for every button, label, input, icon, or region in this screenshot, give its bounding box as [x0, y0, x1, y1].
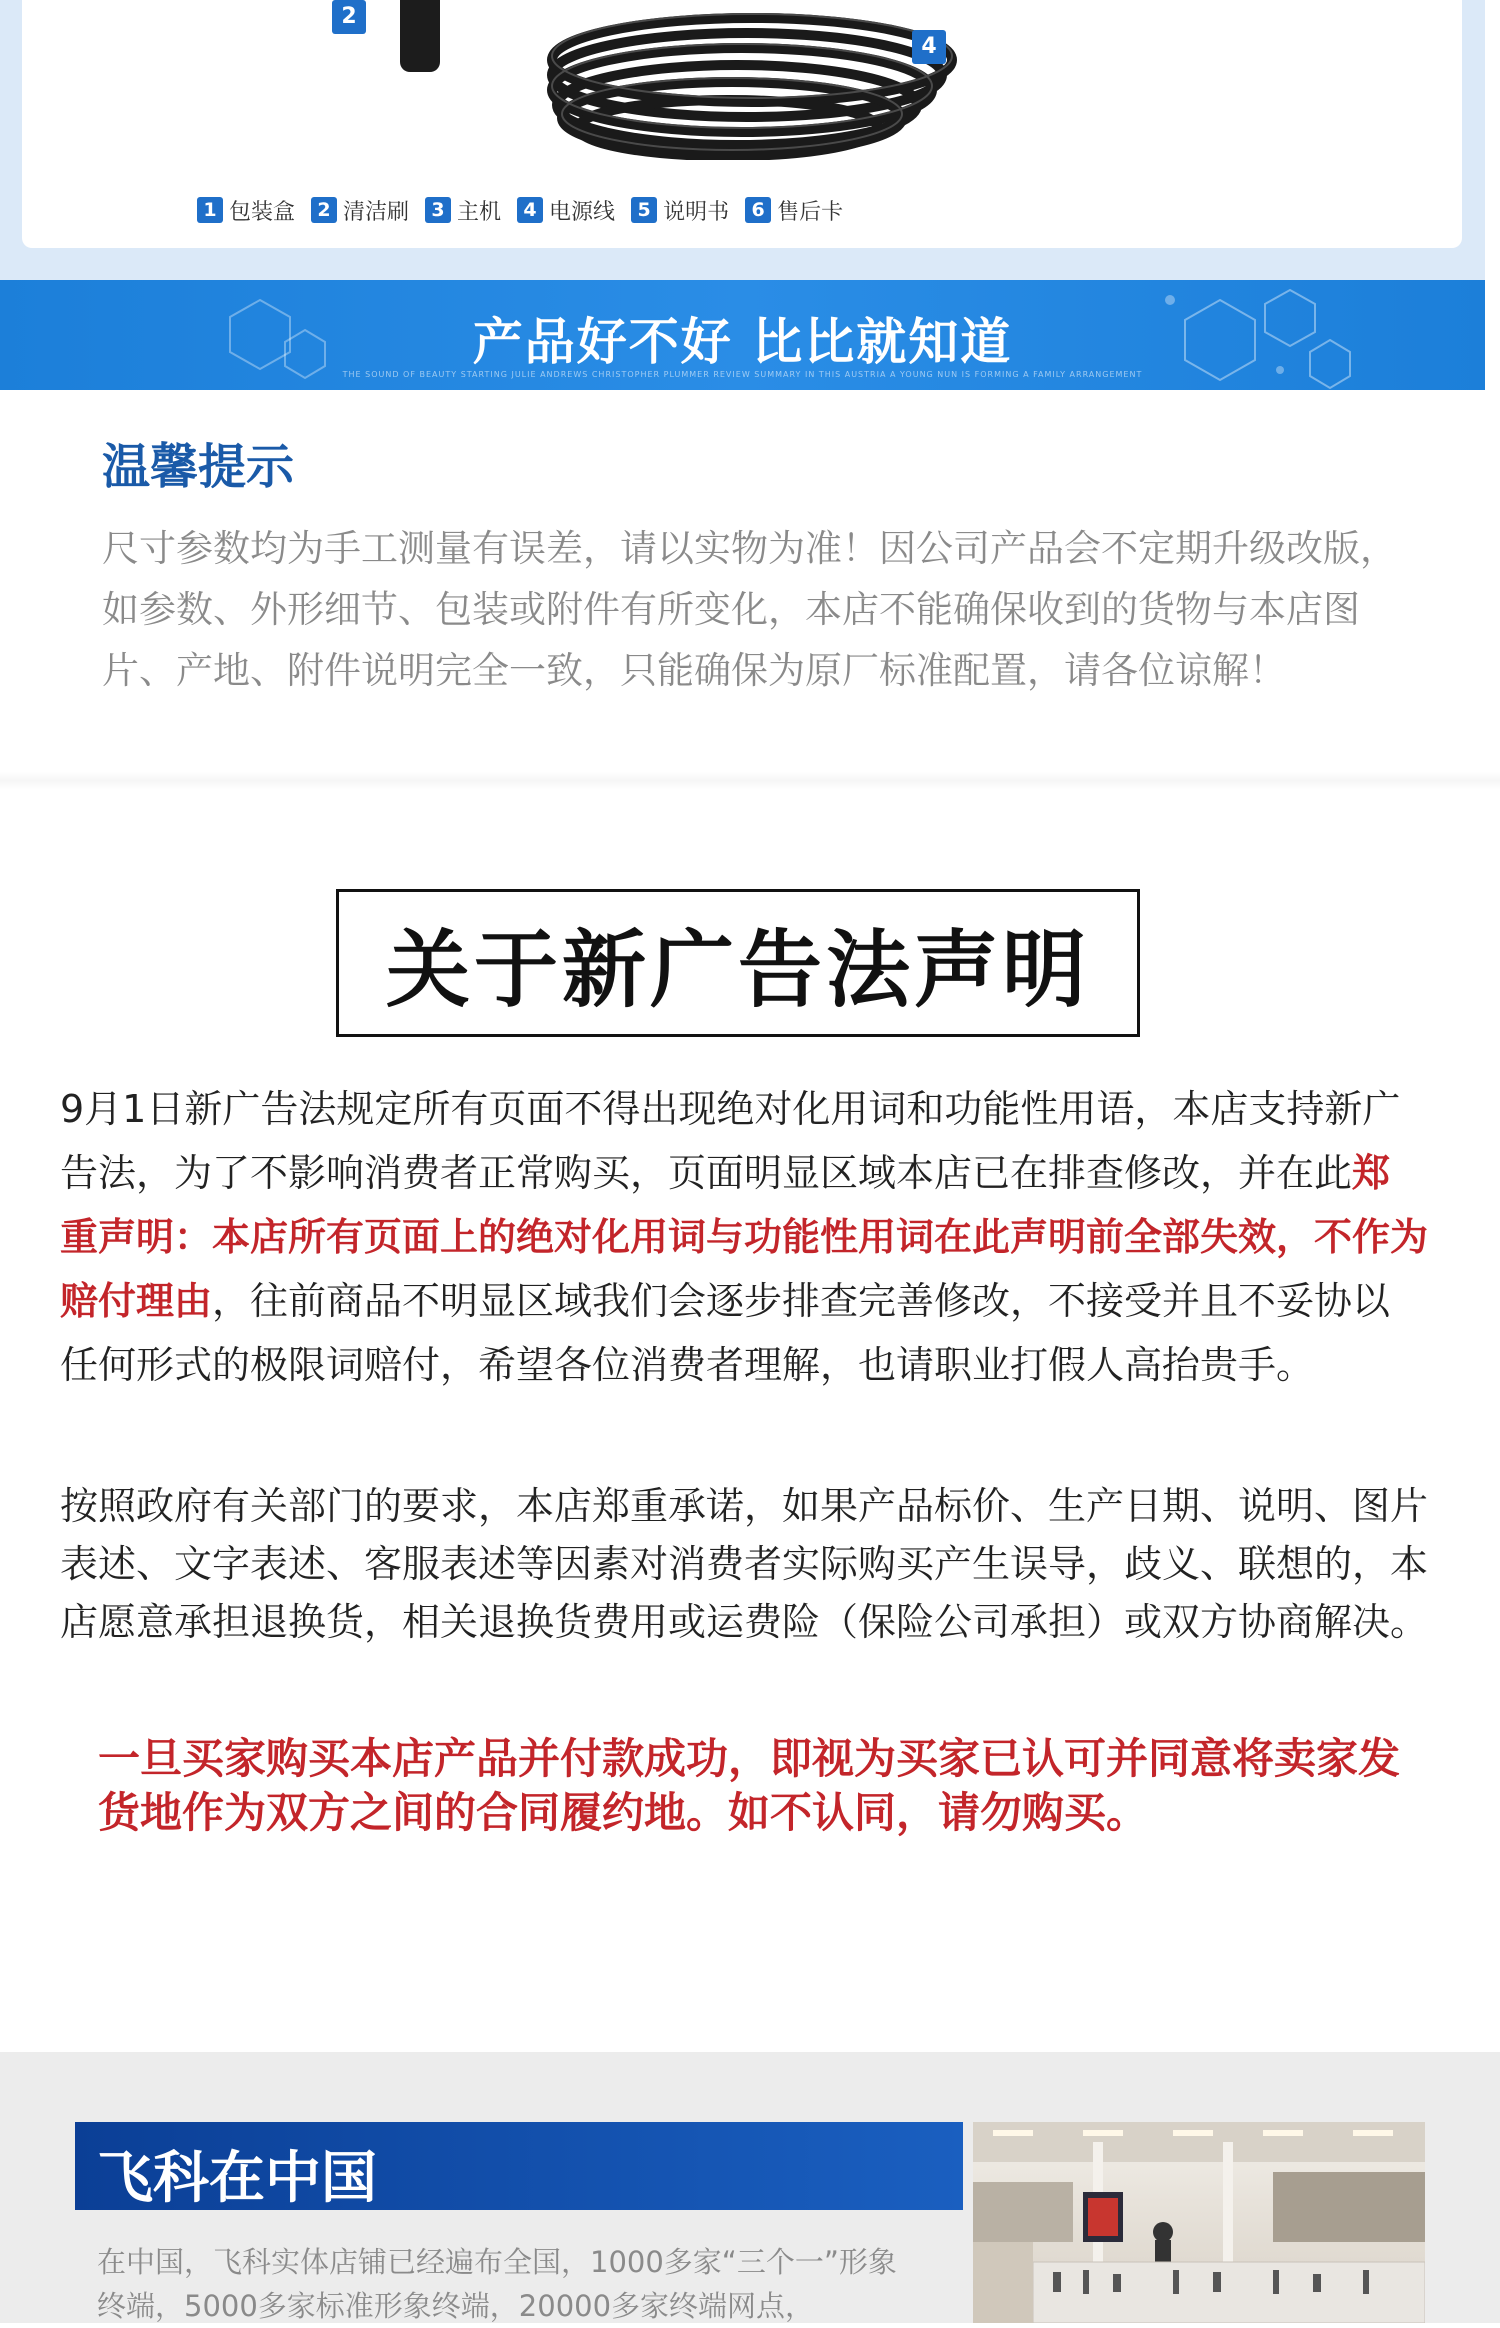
legend-number: 4	[517, 197, 543, 223]
china-section	[0, 2052, 1500, 2323]
cleaning-brush-image	[400, 0, 440, 72]
badge-2: 2	[332, 0, 366, 34]
china-banner	[75, 2122, 963, 2210]
adlaw-title-box	[336, 889, 1140, 1037]
legend-item	[197, 195, 295, 226]
adlaw-p1-text: 9月1日新广告法规定所有页面不得出现绝对化用词和功能性用语，本店支持新广告法，为了不影响消费者正常购买，页面明显区域本店已在排查修改，并在此	[60, 1087, 1401, 1195]
adlaw-title: 关于新广告法声明	[385, 920, 1090, 1019]
section-divider	[0, 772, 1500, 790]
legend-label: 电源线	[549, 199, 616, 225]
legend-label: 包装盒	[229, 199, 296, 225]
banner-subtext: THE SOUND OF BEAUTY STARTING JULIE ANDREWS CHRISTOPHER PLUMMER REVIEW SUMMARY IN THIS AUSTRIA A YOUNG NUN IS FORMING A FAMILY ARRANGEMENT	[342, 370, 1143, 379]
legend-item	[517, 195, 615, 226]
legend-label: 售后卡	[777, 199, 844, 225]
store-photo-image	[973, 2122, 1425, 2323]
store-interior-icon	[973, 2122, 1425, 2323]
legend-label: 清洁刷	[343, 199, 410, 225]
accessory-legend	[197, 194, 853, 226]
tips-title: 温馨提示	[102, 439, 295, 495]
adlaw-p1-text-end: ，往前商品不明显区域我们会逐步排查完善修改，不接受并且不妥协以任何形式的极限词赔付，希望各位消费者理解，也请职业打假人高抬贵手。	[60, 1279, 1391, 1387]
legend-label: 主机	[457, 199, 502, 225]
china-text: 在中国，飞科实体店铺已经遍布全国，1000多家“三个一”形象终端，5000多家标准形象终端，20000多家终端网点，	[97, 2245, 897, 2323]
compare-banner	[0, 280, 1485, 390]
legend-label: 说明书	[663, 199, 730, 225]
adlaw-red-statement: 郑重声明：本店所有页面上的绝对化用词与功能性用词在此声明前全部失效，不作为赔付理由	[60, 1151, 1429, 1323]
legend-item	[745, 195, 843, 226]
tips-body: 尺寸参数均为手工测量有误差，请以实物为准！因公司产品会不定期升级改版，如参数、外形细节、包装或附件有所变化，本店不能确保收到的货物与本店图片、产地、附件说明完全一致，只能确保为原厂标准配置，请各位谅解！	[102, 527, 1397, 692]
adlaw-paragraph-1	[60, 1077, 1428, 1397]
accessories-card	[22, 0, 1462, 248]
legend-item	[311, 195, 409, 226]
power-cord-image	[522, 0, 982, 160]
legend-number: 2	[311, 197, 337, 223]
banner-title: 产品好不好 比比就知道	[472, 313, 1013, 371]
china-title: 飞科在中国	[97, 2146, 377, 2211]
legend-number: 6	[745, 197, 771, 223]
badge-4: 4	[912, 30, 946, 64]
legend-item	[631, 195, 729, 226]
adlaw-warning: 一旦买家购买本店产品并付款成功，即视为买家已认可并同意将卖家发货地作为双方之间的合同履约地。如不认同，请勿购买。	[98, 1734, 1401, 1837]
legend-item	[425, 195, 501, 226]
legend-number: 3	[425, 197, 451, 223]
accessories-section	[0, 0, 1485, 280]
legend-number: 1	[197, 197, 223, 223]
legend-number: 5	[631, 197, 657, 223]
adlaw-paragraph-2: 按照政府有关部门的要求，本店郑重承诺，如果产品标价、生产日期、说明、图片表述、文字表述、客服表述等因素对消费者实际购买产生误导，歧义、联想的，本店愿意承担退换货，相关退换货费用或运费险（保险公司承担）或双方协商解决。	[60, 1484, 1429, 1644]
